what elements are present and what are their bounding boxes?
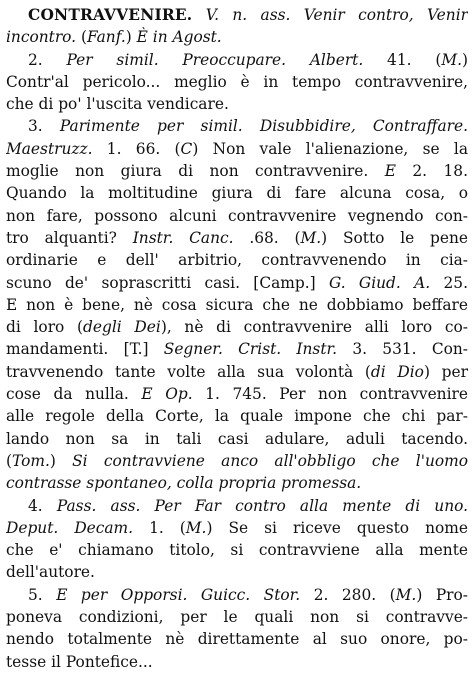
italic-run: Si contravviene anco all'obbligo che l'uomo xyxy=(72,451,468,470)
text-line xyxy=(6,93,468,115)
text-run: dell'autore. xyxy=(6,563,95,582)
text-run: 5. xyxy=(28,585,57,604)
text-line xyxy=(6,4,468,26)
text-run: nendo totalmente nè direttamente al suo onore, po- xyxy=(6,630,468,649)
text-run: ) per xyxy=(423,362,468,381)
text-run: ) xyxy=(125,28,137,47)
italic-run: M. xyxy=(395,585,417,604)
text-run: ) xyxy=(49,451,73,470)
italic-run: C xyxy=(180,139,193,158)
italic-run: È in Agost. xyxy=(136,28,222,47)
text-run: travvenendo tante volte alla sua volontà ( xyxy=(6,362,371,381)
text-line xyxy=(6,561,468,583)
text-line xyxy=(6,249,468,271)
sense-2 xyxy=(6,49,468,116)
italic-run: Per simil. Preoccupare. Albert. xyxy=(66,50,364,69)
italic-run: contrasse spontaneo, colla propria promessa. xyxy=(6,474,362,493)
italic-run: Instr. Canc. xyxy=(132,228,234,247)
italic-run: di Dio xyxy=(370,362,424,381)
italic-run: M. xyxy=(441,50,462,69)
text-run: scuno de' soprascritti casi. [Camp.] xyxy=(6,273,329,292)
text-run: ) Pro- xyxy=(416,585,468,604)
text-line xyxy=(6,628,468,650)
text-line xyxy=(6,26,468,48)
italic-run: G. Giud. A. xyxy=(328,273,431,292)
text-line xyxy=(6,316,468,338)
italic-run: E per Opporsi. Guicc. Stor. xyxy=(56,585,301,604)
text-line xyxy=(6,472,468,494)
text-run: .68. ( xyxy=(233,228,301,247)
italic-run: Deput. Decam. xyxy=(6,518,134,537)
sense-1 xyxy=(6,4,468,49)
text-line xyxy=(6,428,468,450)
text-line xyxy=(6,361,468,383)
text-line xyxy=(6,584,468,606)
text-line xyxy=(6,294,468,316)
text-run: 4. xyxy=(28,496,57,515)
text-run: lando non sa in tali casi adulare, aduli tacendo. xyxy=(6,429,468,448)
text-line xyxy=(6,71,468,93)
text-line xyxy=(6,338,468,360)
text-run: 1. 745. Per non contravvenire xyxy=(192,385,468,404)
text-line xyxy=(6,606,468,628)
text-run xyxy=(192,6,205,24)
text-line xyxy=(6,405,468,427)
text-run: 1. ( xyxy=(133,518,186,537)
text-run: 3. 531. Con- xyxy=(337,340,468,359)
text-line xyxy=(6,539,468,561)
text-run: di loro ( xyxy=(6,318,84,337)
text-line xyxy=(6,227,468,249)
italic-run: incontro. xyxy=(6,28,77,47)
text-line xyxy=(6,205,468,227)
text-line xyxy=(6,182,468,204)
italic-run: M. xyxy=(300,228,322,247)
headword: CONTRAVVENIRE. xyxy=(28,6,193,24)
text-run: 41. ( xyxy=(363,50,442,69)
text-run: E non è bene, nè cosa sicura che ne dobbiamo beffare xyxy=(6,295,468,314)
text-line xyxy=(6,651,468,673)
text-run: 2. 18. xyxy=(395,162,468,181)
text-run: che e' chiamano titolo, si contravviene alla mente xyxy=(6,541,468,560)
text-run: ( xyxy=(6,451,13,470)
text-run: non fare, possono alcuni contravvenire vegnendo con- xyxy=(6,206,468,225)
sense-4 xyxy=(6,495,468,584)
text-line xyxy=(6,383,468,405)
text-run: ) Se si riceve questo nome xyxy=(206,518,468,537)
text-run: 2. 280. ( xyxy=(300,585,396,604)
text-run: alle regole della Corte, la quale impone che chi par- xyxy=(6,407,468,426)
sense-5 xyxy=(6,584,468,673)
text-line xyxy=(6,517,468,539)
text-run: che di po' l'uscita vendicare. xyxy=(6,95,229,114)
italic-run: E Op. xyxy=(141,385,193,404)
text-run: ), nè di contravvenire alli loro co- xyxy=(160,318,468,337)
text-run: ) xyxy=(462,50,468,69)
italic-run: Parimente per simil. Disubbidire, Contraffare. xyxy=(59,117,468,136)
text-run: ) Non vale l'alienazione, se la xyxy=(192,139,468,158)
text-run: ordinarie e dell' arbitrio, contravvenendo in cia- xyxy=(6,251,468,270)
text-line xyxy=(6,450,468,472)
italic-run: V. n. ass. Venir contro, Venir xyxy=(205,6,468,24)
italic-run: Fanf. xyxy=(86,28,126,47)
text-line xyxy=(6,115,468,137)
text-run: mandamenti. [T.] xyxy=(6,340,164,359)
text-run: 25. xyxy=(430,273,468,292)
italic-run: Segner. Crist. Instr. xyxy=(163,340,338,359)
text-run: 1. 66. ( xyxy=(92,139,181,158)
text-run: cose da nulla. xyxy=(6,385,142,404)
text-run: 3. xyxy=(28,117,60,136)
dictionary-entry-contravvenire xyxy=(6,4,468,673)
italic-run: degli Dei xyxy=(83,318,161,337)
text-line xyxy=(6,495,468,517)
text-line xyxy=(6,160,468,182)
text-run: tesse il Pontefice... xyxy=(6,652,153,671)
text-run: moglie non giura di non contravvenire. xyxy=(6,162,385,181)
sense-3 xyxy=(6,115,468,494)
text-line xyxy=(6,49,468,71)
text-line xyxy=(6,138,468,160)
text-run: Contr'al pericolo... meglio è in tempo contravvenire, xyxy=(6,72,468,91)
italic-run: Maestruzz. xyxy=(6,139,93,158)
italic-run: Pass. ass. Per Far contro alla mente di uno. xyxy=(56,496,468,515)
text-run: Quando la moltitudine giura di fare alcuna cosa, o xyxy=(6,184,468,203)
text-run: poneva condizioni, per le quali non si contravve- xyxy=(6,608,468,627)
text-run: tro alquanti? xyxy=(6,228,133,247)
text-run: ( xyxy=(76,28,87,47)
italic-run: M. xyxy=(185,518,207,537)
text-line xyxy=(6,272,468,294)
text-run: ) Sotto le pene xyxy=(321,228,468,247)
italic-run: Tom. xyxy=(12,451,50,470)
text-run: 2. xyxy=(28,50,67,69)
italic-run: E xyxy=(384,162,396,181)
